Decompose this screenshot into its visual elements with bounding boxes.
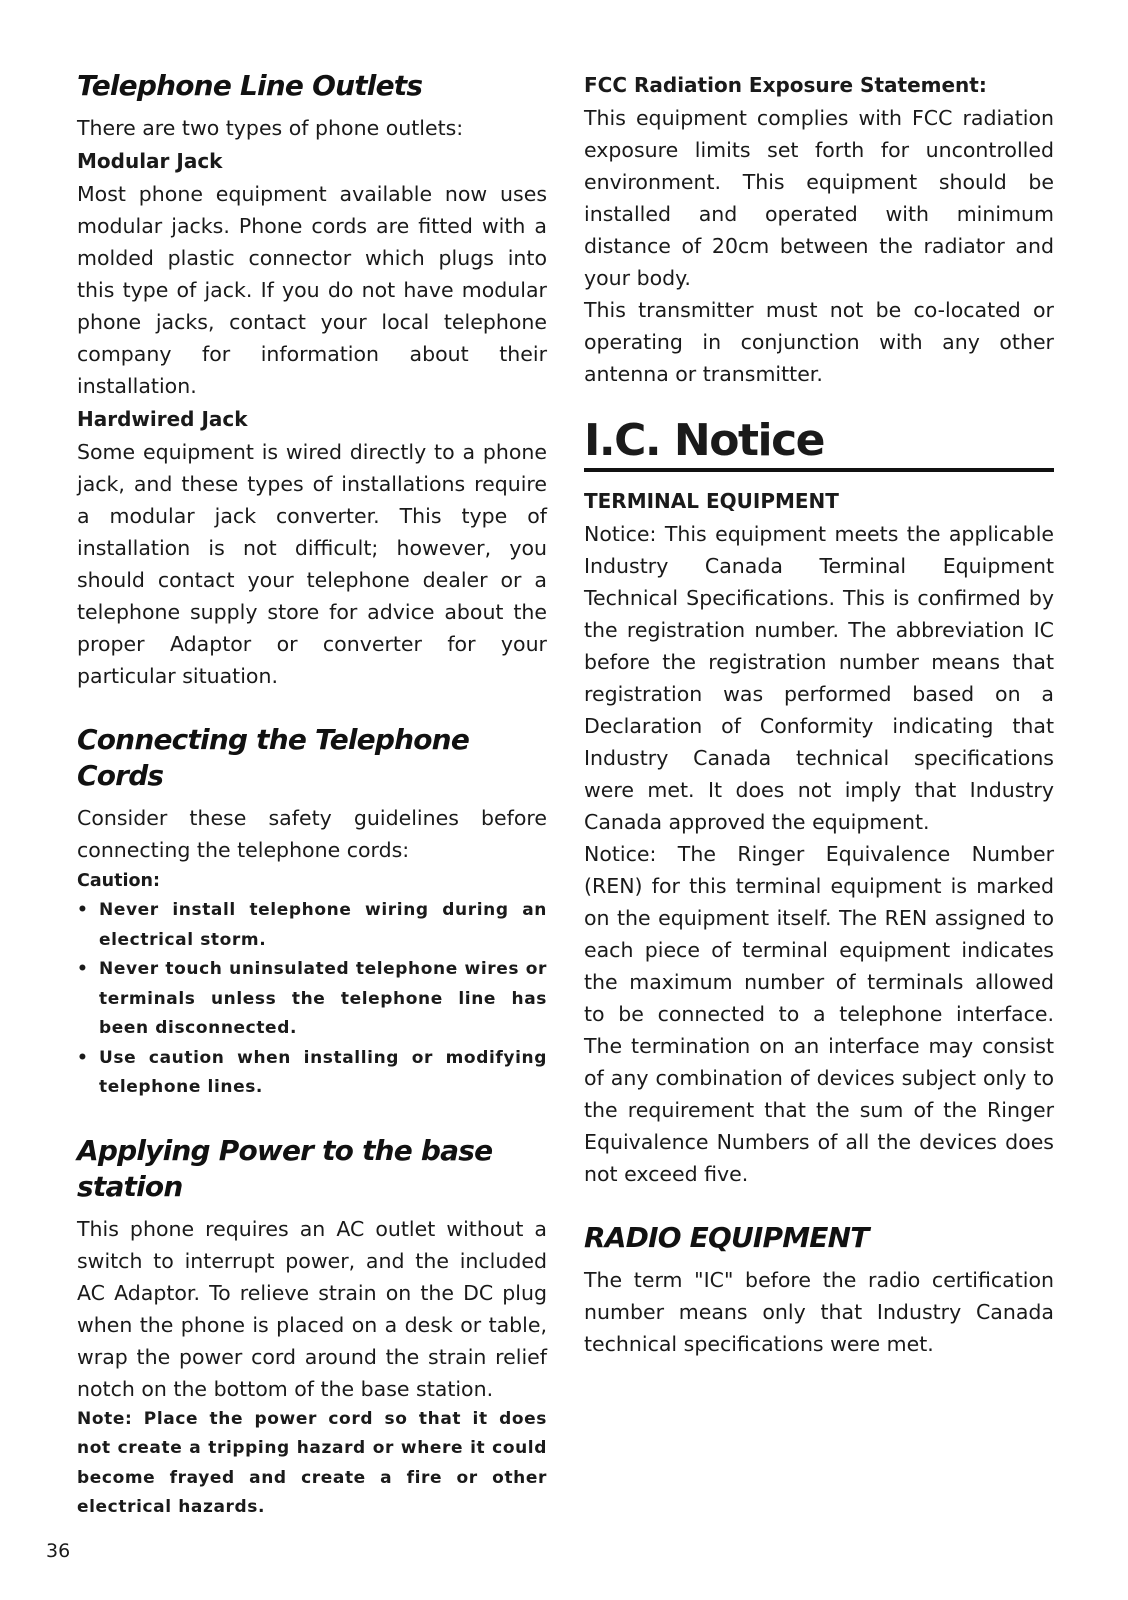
terminal-notice-2: Notice: The Ringer Equivalence Number (REN) for this terminal equipment is marked on the equipment itself. The REN assigned to each piece of terminal equipment indicates the maximum number of terminals allowed to be connected to a telephone interface. The termination on an interface may consist of any combination of devices subject only to the requirement that the sum of the Ringer Equivalence Numbers of all the devices does not exceed five. <box>584 842 1054 1186</box>
outlets-intro: There are two types of phone outlets: <box>77 116 464 140</box>
page-number: 36 <box>46 1540 71 1562</box>
telephone-line-outlets-heading: Telephone Line Outlets <box>77 69 423 102</box>
left-column <box>77 68 547 1523</box>
ic-notice-title: I.C. Notice <box>584 414 1054 472</box>
radio-equipment-body: The term "IC" before the radio certification number means only that Industry Canada technical specifications were met. <box>584 1268 1054 1356</box>
terminal-notice-1: Notice: This equipment meets the applicable Industry Canada Terminal Equipment Technical Specifications. This is confirmed by the registration number. The abbreviation IC before the registration number means that registration was performed based on a Declaration of Conformity indicating that Industry Canada technical specifications were met. It does not imply that Industry Canada approved the equipment. <box>584 522 1054 834</box>
caution-item: • Never touch uninsulated telephone wires or terminals unless the telephone line has been disconnected. <box>77 955 547 1044</box>
right-column <box>584 68 1054 1360</box>
caution-item: • Use caution when installing or modifying telephone lines. <box>77 1044 547 1103</box>
radio-equipment-heading: RADIO EQUIPMENT <box>584 1221 869 1254</box>
fcc-transmitter-body: This transmitter must not be co-located or operating in conjunction with any other antenna or transmitter. <box>584 298 1054 386</box>
hardwired-jack-body: Some equipment is wired directly to a phone jack, and these types of installations require a modular jack converter. This type of installation is not difficult; however, you should contact your telephone dealer or a telephone supply store for advice about the proper Adaptor or converter for your particular situation. <box>77 440 547 688</box>
bullet-icon: • <box>77 900 89 920</box>
caution-label: Caution: <box>77 871 160 891</box>
caution-item: • Never install telephone wiring during an electrical storm. <box>77 896 547 955</box>
bullet-icon: • <box>77 1047 89 1068</box>
bullet-icon: • <box>77 959 89 979</box>
fcc-heading: FCC Radiation Exposure Statement: <box>584 73 987 97</box>
connecting-cords-heading: Connecting the Telephone Cords <box>77 723 470 792</box>
caution-list <box>77 896 547 1103</box>
modular-jack-body: Most phone equipment available now uses modular jacks. Phone cords are fitted with a molded plastic connector which plugs into this type of jack. If you do not have modular phone jacks, contact your local telephone company for information about their installation. <box>77 182 547 398</box>
cords-intro: Consider these safety guidelines before connecting the telephone cords: <box>77 806 547 862</box>
power-body: This phone requires an AC outlet without a switch to interrupt power, and the included AC Adaptor. To relieve strain on the DC plug when the phone is placed on a desk or table, wrap the power cord around the strain relief notch on the bottom of the base station. <box>77 1216 547 1401</box>
applying-power-heading: Applying Power to the base station <box>77 1133 493 1203</box>
terminal-equipment-heading: TERMINAL EQUIPMENT <box>584 489 839 513</box>
fcc-body: This equipment complies with FCC radiation exposure limits set forth for uncontrolled environment. This equipment should be installed and operated with minimum distance of 20cm between the radiator and your body. <box>584 106 1054 290</box>
power-note: Note: Place the power cord so that it does not create a tripping hazard or where it could become frayed and create a fire or other electrical hazards. <box>77 1408 547 1517</box>
hardwired-jack-heading: Hardwired Jack <box>77 407 248 431</box>
modular-jack-heading: Modular Jack <box>77 149 223 173</box>
